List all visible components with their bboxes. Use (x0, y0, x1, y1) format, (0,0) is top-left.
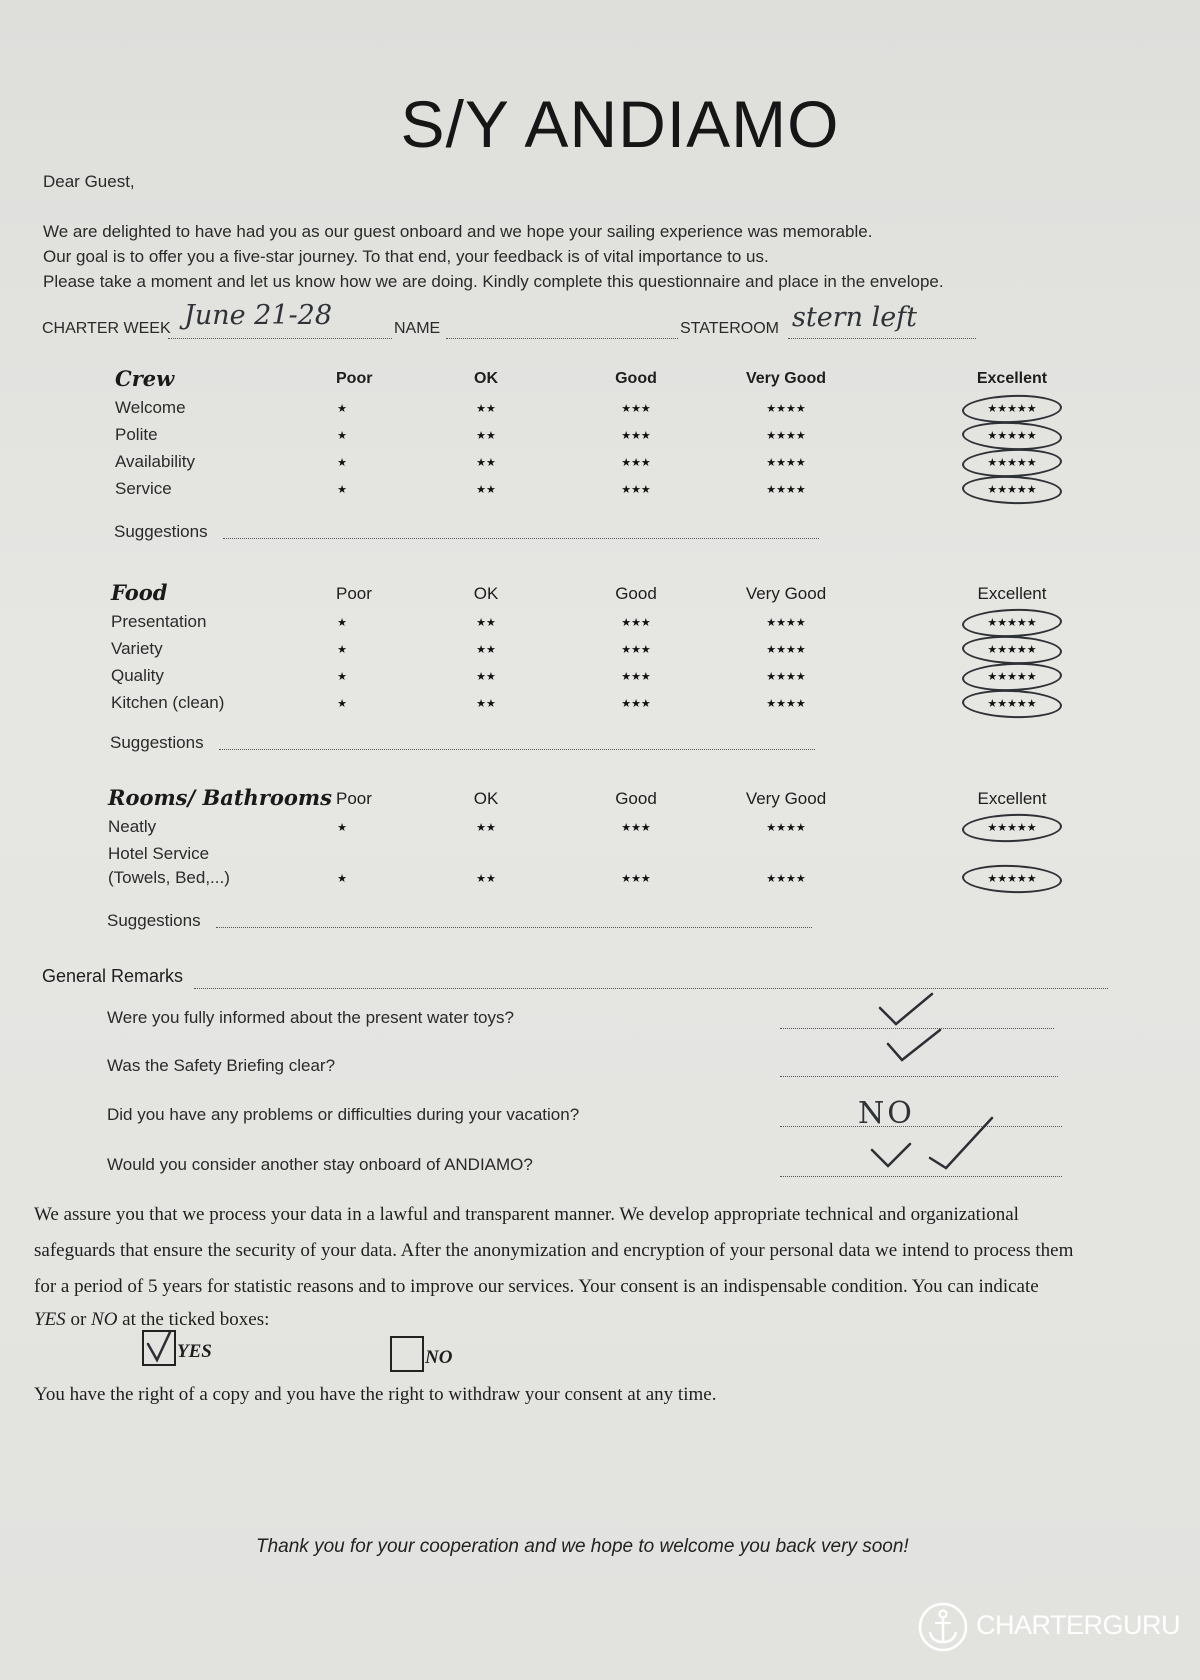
privacy-line-1: We assure you that we process your data in a lawful and transparent manner. We develop appropriate technical and organizational (34, 1204, 1019, 1225)
rating-column-header: Very Good (745, 370, 827, 387)
suggestions-label: Suggestions (114, 522, 208, 541)
privacy-rest: at the ticked boxes: (117, 1309, 270, 1330)
question-3: Did you have any problems or difficulties during your vacation? (107, 1105, 580, 1124)
rating-column-header: Excellent (976, 370, 1048, 387)
consent-yes-checkbox[interactable] (142, 1330, 176, 1366)
rating-column-header: Very Good (745, 789, 827, 808)
star-rating-option[interactable]: ★ (337, 403, 347, 415)
selected-rating-circle (962, 393, 1063, 424)
stateroom-value[interactable]: stern left (792, 302, 918, 333)
rating-column-header: OK (473, 584, 499, 603)
selected-rating-circle (962, 863, 1063, 894)
selected-rating-circle (962, 812, 1063, 843)
rating-row-label: Welcome (115, 398, 186, 417)
star-rating-option[interactable]: ★★★ (621, 644, 651, 656)
thanks-text: Thank you for your cooperation and we hope to welcome you back very soon! (256, 1536, 909, 1557)
star-rating-option[interactable]: ★★★★★ (987, 644, 1037, 656)
star-rating-option[interactable]: ★★★★★ (987, 698, 1037, 710)
star-rating-option[interactable]: ★★★ (621, 873, 651, 885)
star-rating-option[interactable]: ★ (337, 617, 347, 629)
star-rating-option[interactable]: ★★ (476, 457, 496, 469)
star-rating-option[interactable]: ★★★★★ (987, 430, 1037, 442)
rating-column-header: Poor (336, 370, 373, 387)
star-rating-option[interactable]: ★★ (476, 617, 496, 629)
star-rating-option[interactable]: ★ (337, 457, 347, 469)
general-remarks-label: General Remarks (42, 966, 184, 986)
checkmark-icon (144, 1332, 174, 1364)
star-rating-option[interactable]: ★ (337, 671, 347, 683)
suggestions-label: Suggestions (110, 733, 204, 752)
suggestions-line[interactable] (223, 538, 819, 539)
question-2: Was the Safety Briefing clear? (107, 1056, 336, 1075)
star-rating-option[interactable]: ★ (337, 698, 347, 710)
star-rating-option[interactable]: ★★★★★ (987, 822, 1037, 834)
privacy-or-word: or (65, 1309, 92, 1330)
selected-rating-circle (962, 688, 1063, 719)
answer-line-2[interactable] (780, 1076, 1058, 1077)
question-4: Would you consider another stay onboard of ANDIAMO? (107, 1155, 533, 1174)
watermark (918, 1598, 1181, 1654)
star-rating-option[interactable]: ★ (337, 644, 347, 656)
star-rating-option[interactable]: ★★★★ (766, 484, 806, 496)
section-title: Food (111, 580, 168, 605)
rating-column-header: OK (474, 370, 498, 387)
star-rating-option[interactable]: ★★★★ (766, 403, 806, 415)
star-rating-option[interactable]: ★★★ (621, 698, 651, 710)
star-rating-option[interactable]: ★★ (476, 644, 496, 656)
intro-line-2: Our goal is to offer you a five-star journey. To that end, your feedback is of vital importance to us. (43, 247, 769, 266)
general-remarks-line[interactable] (194, 988, 1108, 989)
rating-row-label: Presentation (111, 612, 207, 631)
selected-rating-circle (962, 420, 1063, 451)
charter-week-label: CHARTER WEEK (42, 320, 171, 337)
star-rating-option[interactable]: ★★★ (621, 822, 651, 834)
answer-3-value: NO (858, 1096, 915, 1131)
selected-rating-circle (962, 474, 1063, 505)
star-rating-option[interactable]: ★★★★ (766, 617, 806, 629)
rating-column-header: Good (615, 370, 657, 387)
star-rating-option[interactable]: ★★★★★ (987, 457, 1037, 469)
charter-week-line (168, 338, 392, 339)
suggestions-label: Suggestions (107, 911, 201, 930)
star-rating-option[interactable]: ★★ (476, 430, 496, 442)
privacy-yes-word: YES (34, 1309, 66, 1330)
rating-column-header: Good (615, 789, 657, 808)
selected-rating-circle (962, 447, 1063, 478)
star-rating-option[interactable]: ★★★★ (766, 822, 806, 834)
selected-rating-circle (962, 607, 1063, 638)
checkmark-icon (884, 1026, 944, 1066)
star-rating-option[interactable]: ★★★ (621, 403, 651, 415)
star-rating-option[interactable]: ★★★★★ (987, 403, 1037, 415)
star-rating-option[interactable]: ★★★★★ (987, 873, 1037, 885)
rating-column-header: Good (615, 584, 657, 603)
star-rating-option[interactable]: ★ (337, 484, 347, 496)
selected-rating-circle (962, 634, 1063, 665)
suggestions-line[interactable] (219, 749, 815, 750)
greeting: Dear Guest, (43, 172, 135, 191)
star-rating-option[interactable]: ★★★★ (766, 671, 806, 683)
star-rating-option[interactable]: ★★ (476, 698, 496, 710)
star-rating-option[interactable]: ★★★ (621, 430, 651, 442)
privacy-line-4 (34, 1309, 269, 1331)
star-rating-option[interactable]: ★ (337, 430, 347, 442)
star-rating-option[interactable]: ★★★ (621, 671, 651, 683)
rating-row-label: Service (115, 479, 172, 498)
name-line[interactable] (446, 338, 678, 339)
rating-row-label: Quality (111, 666, 164, 685)
star-rating-option[interactable]: ★★ (476, 822, 496, 834)
rating-column-header: Poor (336, 789, 372, 808)
withdraw-text: You have the right of a copy and you have the right to withdraw your consent at any time. (34, 1384, 717, 1405)
star-rating-option[interactable]: ★★ (476, 671, 496, 683)
star-rating-option[interactable]: ★★★★ (766, 430, 806, 442)
star-rating-option[interactable]: ★★★★ (766, 698, 806, 710)
star-rating-option[interactable]: ★★★ (621, 457, 651, 469)
star-rating-option[interactable]: ★★ (476, 484, 496, 496)
privacy-line-2: safeguards that ensure the security of your data. After the anonymization and encryption of your personal data we intend to process them (34, 1240, 1074, 1261)
double-checkmark-icon (866, 1114, 996, 1174)
rating-column-header: OK (473, 789, 499, 808)
rating-column-header: Excellent (977, 789, 1047, 808)
star-rating-option[interactable]: ★ (337, 822, 347, 834)
anchor-icon (918, 1602, 968, 1652)
form-title: S/Y ANDIAMO (400, 87, 840, 161)
consent-no-label: NO (425, 1347, 453, 1368)
star-rating-option[interactable]: ★★ (476, 873, 496, 885)
rating-row-label: Neatly (108, 817, 157, 836)
name-label: NAME (394, 320, 441, 337)
privacy-line-3: for a period of 5 years for statistic reasons and to improve our services. Your consent is an indispensable condition. You can indicate (34, 1276, 1039, 1297)
section-title: Rooms/ Bathrooms (108, 785, 332, 810)
consent-no-checkbox[interactable] (390, 1336, 424, 1372)
rating-row-label: Kitchen (clean) (111, 693, 225, 712)
rating-column-header: Poor (336, 584, 372, 603)
star-rating-option[interactable]: ★★★★ (766, 644, 806, 656)
star-rating-option[interactable]: ★★★★★ (987, 671, 1037, 683)
question-1: Were you fully informed about the present water toys? (107, 1008, 514, 1027)
selected-rating-circle (962, 661, 1063, 692)
rating-row-label: Availability (115, 452, 196, 471)
rating-column-header: Very Good (745, 584, 827, 603)
rating-column-header: Excellent (977, 584, 1047, 603)
consent-yes-label: YES (177, 1341, 212, 1362)
section-title: Crew (115, 366, 175, 391)
star-rating-option[interactable]: ★★ (476, 403, 496, 415)
star-rating-option[interactable]: ★★★★★ (987, 484, 1037, 496)
star-rating-option[interactable]: ★★★ (621, 484, 651, 496)
suggestions-line[interactable] (216, 927, 812, 928)
stateroom-line (788, 338, 976, 339)
charter-week-value[interactable]: June 21-28 (184, 300, 332, 331)
answer-line-4[interactable] (780, 1176, 1062, 1177)
star-rating-option[interactable]: ★★★ (621, 617, 651, 629)
rating-row-label: Hotel Service (108, 844, 210, 863)
watermark-text: CHARTERGURU (976, 1610, 1181, 1640)
privacy-no-word: NO (91, 1309, 118, 1330)
star-rating-option[interactable]: ★ (337, 873, 347, 885)
intro-line-1: We are delighted to have had you as our guest onboard and we hope your sailing experience was memorable. (43, 222, 873, 241)
star-rating-option[interactable]: ★★★★ (766, 457, 806, 469)
stateroom-label: STATEROOM (680, 320, 779, 337)
intro-line-3: Please take a moment and let us know how we are doing. Kindly complete this questionnaire and place in the envelope. (43, 272, 944, 291)
rating-row-label: Polite (115, 425, 158, 444)
star-rating-option[interactable]: ★★★★ (766, 873, 806, 885)
rating-row-label: Variety (111, 639, 163, 658)
star-rating-option[interactable]: ★★★★★ (987, 617, 1037, 629)
checkmark-icon (876, 990, 936, 1030)
rating-row-label-sub: (Towels, Bed,...) (108, 868, 230, 887)
